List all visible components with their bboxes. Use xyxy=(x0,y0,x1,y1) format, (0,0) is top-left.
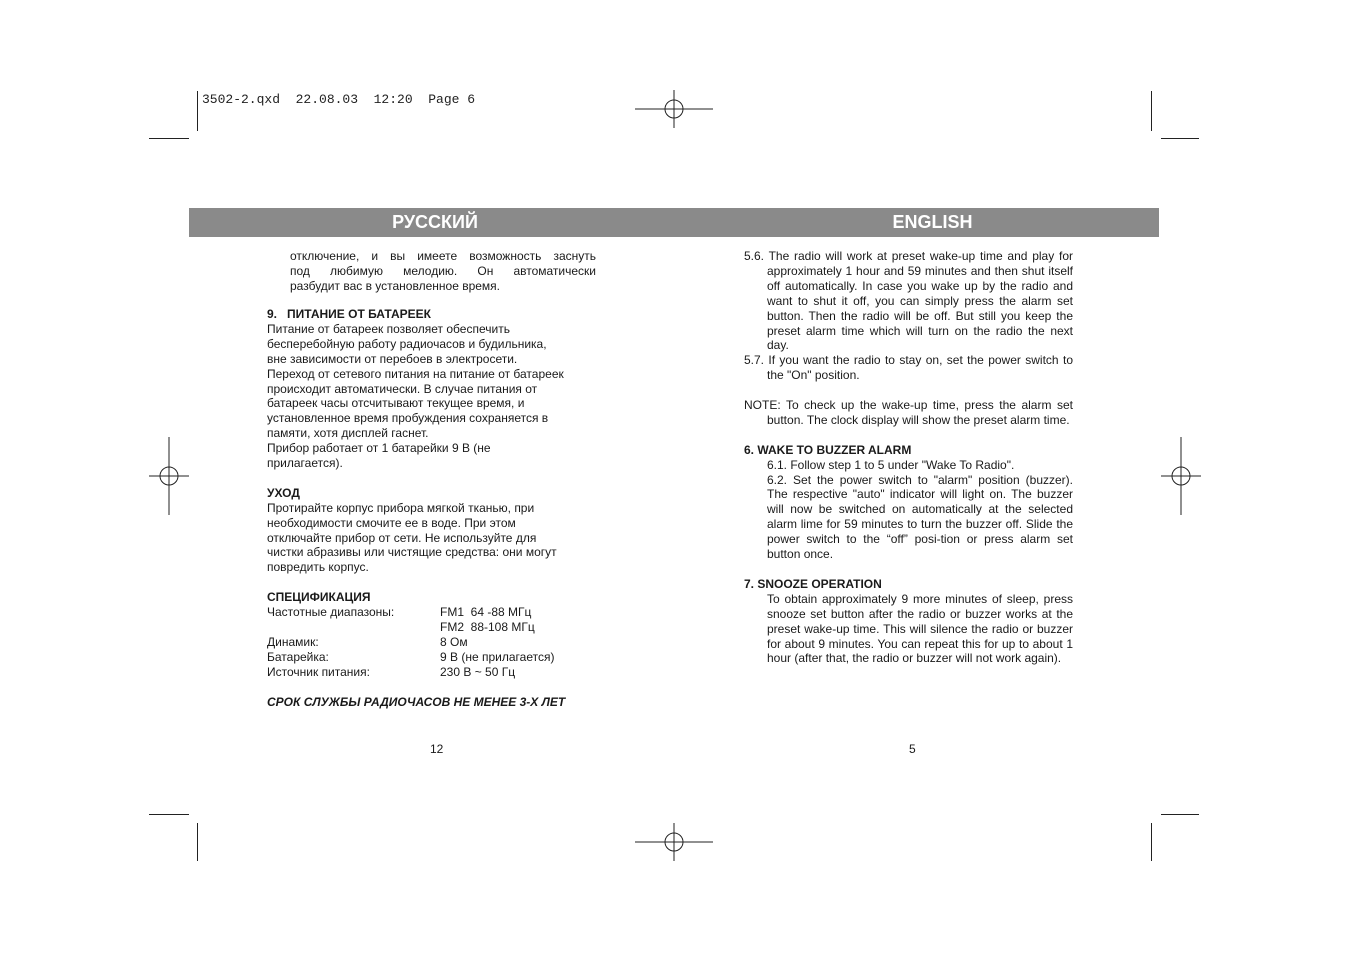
crop-mark xyxy=(1151,823,1152,861)
text-line: Прибор работает от 1 батарейки 9 В (не xyxy=(267,441,491,456)
crop-mark xyxy=(1151,91,1152,131)
page-number-left: 12 xyxy=(430,742,444,756)
spec-row xyxy=(267,605,607,620)
spec-label: Динамик: xyxy=(267,634,319,649)
file-slug: 3502-2.qxd 22.08.03 12:20 Page 6 xyxy=(202,92,476,107)
spec-row xyxy=(267,650,607,665)
instruction-6-1: 6.1. Follow step 1 to 5 under "Wake To Radio". xyxy=(767,457,1015,472)
snooze-paragraph: To obtain approximately 9 more minutes of sleep, press snooze set button after the radio or buzzer works at the preset wake-up time. This will silence the radio or buzzer for about 9 minutes. You can repeat this for up to about 1 hour (after that, the radio or buzzer will not work again). xyxy=(767,591,1073,666)
section-heading-buzzer: 6. WAKE TO BUZZER ALARM xyxy=(744,442,912,457)
text-line: Переход от сетевого питания на питание от батареек xyxy=(267,366,564,381)
spec-value: FM1 64 -88 МГц xyxy=(440,605,532,620)
text-line: батареек часы отсчитывают текущее время, и xyxy=(267,396,525,411)
text-line: отключайте прибор от сети. Не используйте для xyxy=(267,530,537,545)
text-line: прилагается). xyxy=(267,456,343,471)
spec-value: 9 В (не прилагается) xyxy=(440,649,555,664)
header-title-english: ENGLISH xyxy=(892,212,973,232)
section-heading-battery: 9. ПИТАНИЕ ОТ БАТАРЕЕК xyxy=(267,307,431,321)
spec-label xyxy=(267,620,440,635)
text-line: необходимости смочите ее в воде. При этом xyxy=(267,515,516,530)
text-line: происходит автоматически. В случае питания от xyxy=(267,381,538,396)
russian-intro xyxy=(290,249,596,294)
spec-value: 8 Ом xyxy=(440,634,468,649)
text-line: бесперебойную работу радиочасов и будильника, xyxy=(267,336,547,351)
spec-label: Источник питания: xyxy=(267,664,370,679)
text-line: отключение, и вы имеете возможность заснуть xyxy=(290,249,596,263)
text-line: под любимую мелодию. Он автоматически xyxy=(290,263,596,278)
text-line: чистки абразивы или чистящие средства: они могут xyxy=(267,545,557,560)
spec-label: Батарейка: xyxy=(267,649,329,664)
crop-mark xyxy=(1161,814,1199,815)
section-heading-care: УХОД xyxy=(267,485,300,500)
crop-mark xyxy=(197,823,198,861)
text-line: вне зависимости от перебоев в электросети. xyxy=(267,351,518,366)
text-line: повредить корпус. xyxy=(267,560,369,575)
section-heading-snooze: 7. SNOOZE OPERATION xyxy=(744,576,882,591)
registration-mark-icon xyxy=(149,437,189,515)
text-line: Протирайте корпус прибора мягкой тканью, при xyxy=(267,500,535,515)
note-paragraph: NOTE: To check up the wake-up time, press the alarm set button. The clock display will show the preset alarm time. xyxy=(744,398,1073,427)
page-number-right: 5 xyxy=(909,742,916,756)
spec-row xyxy=(267,635,607,650)
crop-mark xyxy=(197,91,198,131)
text-line: разбудит вас в установленное время. xyxy=(290,278,500,293)
english-body xyxy=(744,249,1073,666)
russian-body xyxy=(267,307,607,709)
registration-mark-icon xyxy=(1161,437,1201,515)
spec-row xyxy=(267,620,607,635)
service-life-note: СРОК СЛУЖБЫ РАДИОЧАСОВ НЕ МЕНЕЕ 3-Х ЛЕТ xyxy=(267,694,566,709)
crop-mark xyxy=(149,814,189,815)
text-line: памяти, хотя дисплей гаснет. xyxy=(267,426,429,441)
crop-mark xyxy=(1161,138,1199,139)
spec-value: FM2 88-108 МГц xyxy=(440,620,535,634)
spec-label: Частотные диапазоны: xyxy=(267,605,395,620)
text-line: Питание от батареек позволяет обеспечить xyxy=(267,321,510,336)
crop-mark xyxy=(149,138,189,139)
registration-mark-icon xyxy=(635,90,713,128)
text-line: установленное время пробуждения сохраняется в xyxy=(267,411,549,426)
instruction-5-7: 5.7. If you want the radio to stay on, set the power switch to the "On" position. xyxy=(744,353,1073,383)
registration-mark-icon xyxy=(635,823,713,861)
instruction-5-6: 5.6. The radio will work at preset wake-up time and play for approximately 1 hour and 59 minutes and then shut itself off automatically. In case you wake up by the radio and want to shut it off, you can simply press the alarm set button. Then the radio will be off. But still you keep the preset alarm time which will turn on the radio the next day. xyxy=(744,249,1073,353)
header-title-russian: РУССКИЙ xyxy=(392,212,478,232)
section-heading-specs: СПЕЦИФИКАЦИЯ xyxy=(267,590,371,605)
spec-row xyxy=(267,665,607,680)
spec-value: 230 В ~ 50 Гц xyxy=(440,664,516,679)
instruction-6-2: 6.2. Set the power switch to "alarm" position (buzzer). The respective "auto" indicator will light on. The buzzer will now be switched on automatically at the selected alarm lime for 59 minutes to turn the buzzer off. Slide the power switch to the “off” posi-tion or press alarm set button once. xyxy=(767,472,1073,562)
